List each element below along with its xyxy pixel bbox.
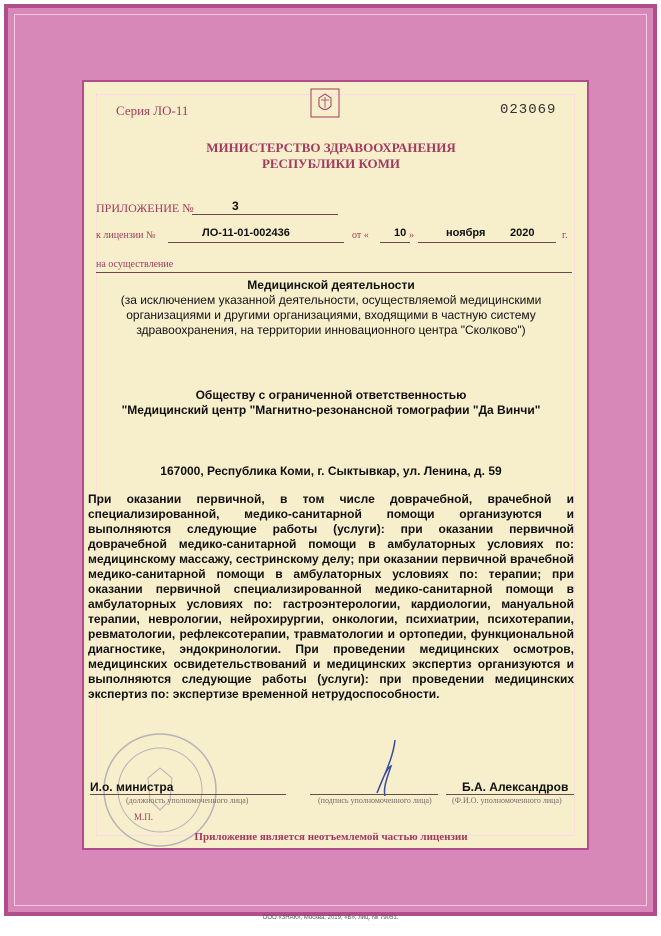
- signer-title: И.о. министра: [90, 780, 174, 794]
- signer-name-caption: (Ф.И.О. уполномоченного лица): [452, 796, 562, 805]
- printer-note: ООО «ЗНАК», Москва, 2019, «Б», лиц. № 79051.: [262, 915, 399, 921]
- date-suffix: г.: [562, 230, 568, 241]
- activity-note: (за исключением указанной деятельности, осуществляемой медицинскими организациями и другими организациями, входящими в частную систему здравоохранения, на территории инновационного центра "Сколково"): [120, 293, 542, 337]
- ministry-line-2: РЕСПУБЛИКИ КОМИ: [261, 156, 401, 171]
- purpose-label: на осуществление: [96, 259, 174, 270]
- annex-label: ПРИЛОЖЕНИЕ №: [96, 201, 194, 215]
- company-block: [86, 388, 576, 418]
- mp-label: М.П.: [134, 812, 154, 822]
- annex-number: 3: [232, 199, 239, 213]
- date-from: от «: [352, 230, 369, 241]
- license-number: ЛО-11-01-002436: [202, 227, 290, 239]
- signature-caption: (подпись уполномоченного лица): [318, 796, 432, 805]
- activity-title: Медицинской деятельности: [247, 278, 415, 292]
- signer-title-caption: (должность уполномоченного лица): [126, 796, 249, 805]
- date-month: ноября: [446, 227, 486, 239]
- services-text: При оказании первичной, в том числе доврачебной, врачебной и специализированной, медико-санитарной помощи организуются и выполняются следующие работы (услуги): при оказании первичной доврачебной медико-санитарной помощи в амбулаторных условиях по: медицинскому массажу, сестринскому делу; при оказании первичной врачебной медико-санитарной помощи в амбулаторных условиях по: терапии; при оказании первичной специализированной медико-санитарной помощи в амбулаторных условиях по: гастроэнтерологии, кардиологии, мануальной терапии, неврологии, нейрохирургии, онкологии, психиатрии, психотерапии, ревматологии, рефлексотерапии, травматологии и ортопедии, функциональной диагностике, эндокринологии. При проведении медицинских осмотров, медицинских освидетельствований и медицинских экспертиз организуются и выполняются следующие работы (услуги): при проведении медицинских экспертиз по: экспертизе временной нетрудоспособности.: [88, 492, 574, 701]
- coat-of-arms-icon: [310, 88, 340, 118]
- activity-block: [86, 278, 576, 338]
- signer-name: Б.А. Александров: [462, 780, 569, 794]
- inseparable-note: Приложение является неотъемлемой частью лицензии: [194, 831, 468, 843]
- serial-number: 023069: [500, 102, 557, 118]
- company-line-2: "Медицинский центр "Магнитно-резонансной томографии "Да Винчи": [121, 403, 541, 417]
- date-close: »: [409, 230, 414, 241]
- company-line-1: Обществу с ограниченной ответственностью: [195, 388, 467, 402]
- license-prefix: к лицензии №: [96, 230, 156, 241]
- ministry-line-1: МИНИСТЕРСТВО ЗДРАВООХРАНЕНИЯ: [206, 140, 456, 155]
- series-label: Серия ЛО-11: [116, 103, 189, 118]
- address: 167000, Республика Коми, г. Сыктывкар, ул. Ленина, д. 59: [160, 464, 502, 478]
- ministry-title: [86, 140, 576, 172]
- date-year: 2020: [510, 227, 535, 239]
- date-day: 10: [394, 227, 407, 239]
